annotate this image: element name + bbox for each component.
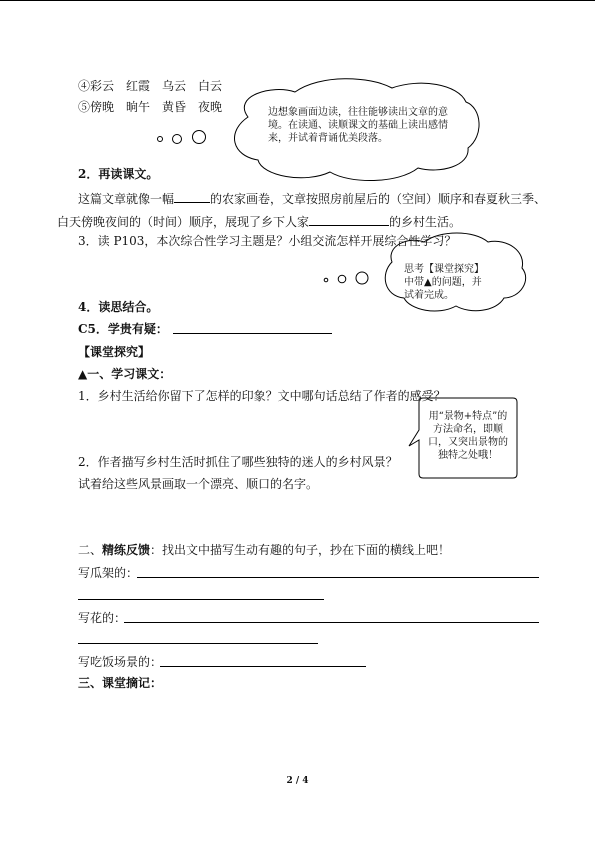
- thought-dot-medium: [338, 275, 346, 283]
- classroom-question-2-instruction: 试着给这些风景画取一个漂亮、顺口的名字。: [78, 477, 319, 491]
- question-3: 3．读 P103，本次综合性学习主题是？小组交流怎样开展综合性学习？: [78, 234, 457, 248]
- melon-trellis-answer-line-1[interactable]: [137, 577, 539, 578]
- question-4: 4．读思结合。: [78, 300, 159, 314]
- question-5-answer-line[interactable]: [173, 333, 332, 334]
- vocab-line-4: ④彩云 红霞 乌云 白云: [78, 79, 223, 93]
- classroom-question-1: 1．乡村生活给你留下了怎样的印象？文中哪句话总结了作者的感受？: [78, 389, 446, 403]
- thought-bubble-2-text: 思考【课堂探究】中带▲的问题，并试着完成。: [404, 264, 484, 301]
- practice-heading: [78, 543, 450, 557]
- classroom-question-2: 2．作者描写乡村生活时抓住了哪些独特的迷人的乡村风景？: [78, 455, 398, 469]
- study-text-subheading: ▲一、学习课文：: [78, 367, 172, 381]
- reread-text-c: 白天傍晚夜间的（时间）顺序，展现了乡下人家: [57, 215, 310, 229]
- flower-answer-line-1[interactable]: [124, 622, 539, 623]
- notes-heading: 三、课堂摘记：: [78, 676, 163, 690]
- thought-bubble-1-text: 边想象画面边读，往往能够读出文章的意境。在读通、读顺课文的基础上读出感情来，并试着背诵优美段落。: [268, 107, 448, 144]
- melon-trellis-answer-line-2[interactable]: [78, 599, 324, 600]
- flower-answer-line-2[interactable]: [78, 643, 318, 644]
- fill-blank-1[interactable]: [174, 190, 210, 203]
- practice-heading-bold: 精练反馈: [102, 543, 151, 557]
- reread-paragraph-line2: [57, 213, 461, 229]
- thought-dot-large: [356, 272, 368, 284]
- thought-dot-small: [324, 278, 328, 282]
- reread-text-a: 这篇文章就像一幅: [78, 192, 175, 206]
- meal-scene-label: 写吃饭场景的：: [78, 655, 163, 669]
- page-number: 2 / 4: [286, 776, 309, 786]
- melon-trellis-label: 写瓜架的：: [78, 566, 139, 580]
- reread-paragraph-line1: [78, 190, 546, 206]
- thought-dot-medium: [173, 135, 182, 144]
- reread-text-b: 的农家画卷，文章按照房前屋后的（空间）顺序和春夏秋三季、: [210, 192, 547, 206]
- reread-heading: 2．再读课文。: [78, 167, 159, 181]
- practice-heading-prefix: 二、: [78, 543, 103, 557]
- flower-label: 写花的：: [78, 611, 127, 625]
- meal-scene-answer-line[interactable]: [160, 666, 366, 667]
- vocab-line-5: ⑤傍晚 晌午 黄昏 夜晚: [78, 100, 223, 114]
- fill-blank-2[interactable]: [309, 213, 389, 226]
- reread-text-d: 的乡村生活。: [389, 215, 462, 229]
- speech-callout-text: 用“景物+特点”的方法命名，即顺口，又突出景物的独特之处哦！: [428, 411, 508, 461]
- thought-dot-small: [158, 137, 163, 142]
- question-5-label: C5．学贵有疑：: [78, 322, 168, 336]
- thought-dot-large: [193, 131, 206, 144]
- practice-heading-rest: ：找出文中描写生动有趣的句子，抄在下面的横线上吧！: [150, 543, 451, 557]
- classroom-heading: 【课堂探究】: [78, 345, 151, 359]
